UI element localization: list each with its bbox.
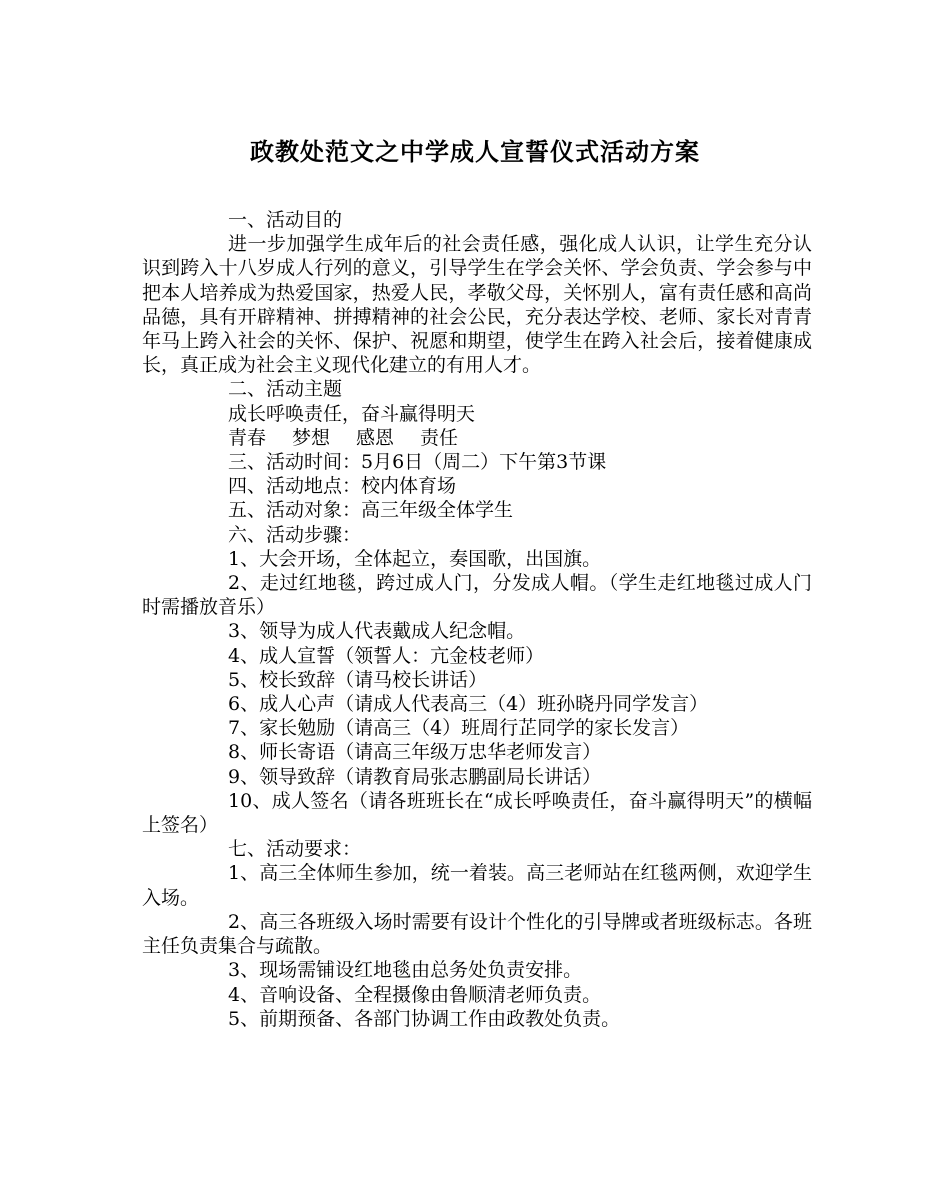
list-item: 4、音响设备、全程摄像由鲁顺清老师负责。 xyxy=(228,983,602,1006)
document-body xyxy=(142,208,812,1031)
paragraph: 成长呼唤责任，奋斗赢得明天 xyxy=(228,402,476,425)
section-heading: 七、活动要求： xyxy=(228,838,362,861)
section-heading: 六、活动步骤： xyxy=(228,523,362,546)
list-item: 3、现场需铺设红地毯由总务处负责安排。 xyxy=(228,959,583,982)
paragraph: 进一步加强学生成年后的社会责任感，强化成人认识，让学生充分认识到跨入十八岁成人行列的意义，引导学生在学会关怀、学会负责、学会参与中把本人培养成为热爱国家，热爱人民，孝敬父母，关怀别人，富有责任感和高尚品德，具有开辟精神、拼搏精神的社会公民，充分表达学校、老师、家长对青青年马上跨入社会的关怀、保护、祝愿和期望，使学生在跨入社会后，接着健康成长，真正成为社会主义现代化建立的有用人才。 xyxy=(142,233,812,377)
list-item: 6、成人心声（请成人代表高三（4）班孙晓丹同学发言） xyxy=(228,693,709,716)
list-item: 5、校长致辞（请马校长讲话） xyxy=(228,668,488,691)
section-heading: 五、活动对象：高三年级全体学生 xyxy=(228,499,514,522)
section-heading: 二、活动主题 xyxy=(228,378,343,401)
list-item: 2、走过红地毯，跨过成人门，分发成人帽。（学生走红地毯过成人门时需播放音乐） xyxy=(142,572,812,619)
list-item: 7、家长勉励（请高三（4）班周行芷同学的家长发言） xyxy=(228,717,690,740)
section-heading: 三、活动时间：5月6日（周二）下午第3节课 xyxy=(228,451,607,474)
section-heading: 一、活动目的 xyxy=(228,209,343,231)
theme-keyword: 感恩 xyxy=(356,426,395,449)
theme-keyword: 梦想 xyxy=(292,426,331,449)
list-item: 8、师长寄语（请高三年级万忠华老师发言） xyxy=(228,741,602,764)
list-item: 5、前期预备、各部门协调工作由政教处负责。 xyxy=(228,1007,621,1030)
list-item: 3、领导为成人代表戴成人纪念帽。 xyxy=(228,620,526,643)
list-item: 4、成人宣誓（领誓人：亢金枝老师） xyxy=(228,644,545,667)
list-item: 10、成人签名（请各班班长在“成长呼唤责任，奋斗赢得明天”的横幅上签名） xyxy=(142,789,812,837)
document-title: 政教处范文之中学成人宣誓仪式活动方案 xyxy=(250,137,700,166)
section-heading: 四、活动地点：校内体育场 xyxy=(228,475,457,498)
list-item: 1、大会开场，全体起立，奏国歌，出国旗。 xyxy=(228,547,602,570)
theme-keyword: 责任 xyxy=(420,426,459,449)
list-item: 1、高三全体师生参加，统一着装。高三老师站在红毯两侧，欢迎学生入场。 xyxy=(142,862,812,909)
theme-keywords xyxy=(142,426,812,450)
list-item: 2、高三各班级入场时需要有设计个性化的引导牌或者班级标志。各班主任负责集合与疏散。 xyxy=(142,910,812,958)
list-item: 9、领导致辞（请教育局张志鹏副局长讲话） xyxy=(228,765,602,788)
theme-keyword: 青春 xyxy=(228,426,267,449)
